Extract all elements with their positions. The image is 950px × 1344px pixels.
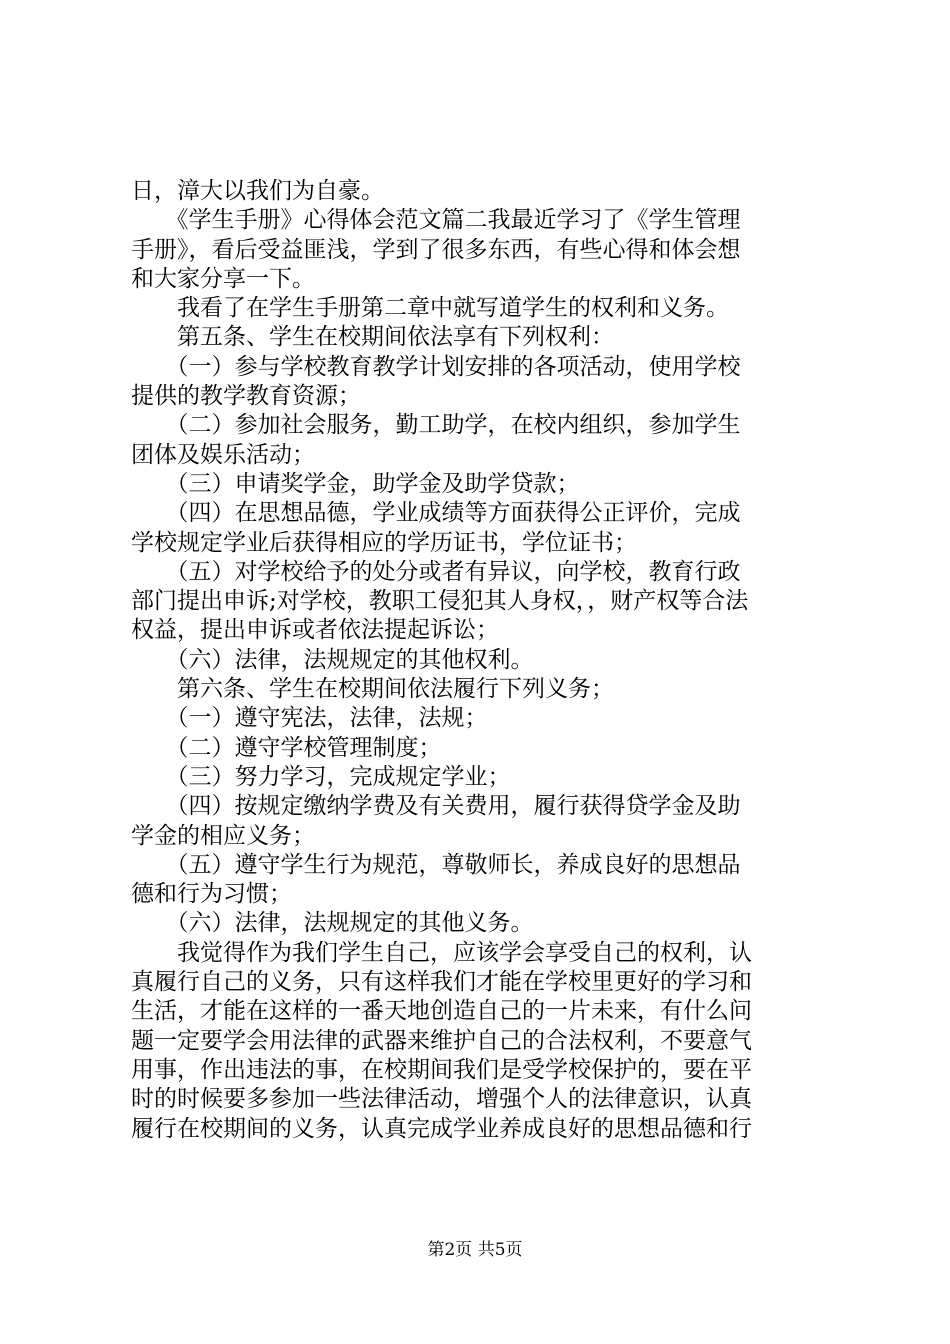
text-line: （一）参与学校教育教学计划安排的各项活动，使用学校 — [131, 353, 741, 380]
text-line: 履行在校期间的义务，认真完成学业养成良好的思想品德和行 — [131, 1115, 752, 1142]
text-line: （一）遵守宪法，法律，法规； — [131, 705, 488, 732]
text-line: （五）遵守学生行为规范，尊敬师长，养成良好的思想品 — [131, 851, 741, 878]
text-line: 第六条、学生在校期间依法履行下列义务； — [131, 676, 614, 703]
text-line: 《学生手册》心得体会范文篇二我最近学习了《学生管理 — [131, 207, 741, 234]
text-line: （六）法律，法规规定的其他义务。 — [131, 910, 534, 937]
text-line: 权益，提出申诉或者依法提起诉讼； — [131, 617, 499, 644]
text-line: 日，漳大以我们为自豪。 — [131, 178, 384, 204]
text-line: （五）对学校给予的处分或者有异议，向学校，教育行政 — [131, 558, 741, 585]
text-line: 德和行为习惯； — [131, 881, 292, 908]
text-line: 生活，才能在这样的一番天地创造自己的一片未来，有什么问 — [131, 998, 752, 1025]
text-line: 我看了在学生手册第二章中就写道学生的权利和义务。 — [131, 295, 729, 322]
text-line: 时的时候要多参加一些法律活动，增强个人的法律意识，认真 — [131, 1086, 752, 1113]
text-line: （四）按规定缴纳学费及有关费用，履行获得贷学金及助 — [131, 793, 741, 820]
text-line: 部门提出申诉;对学校，教职工侵犯其人身权，，财产权等合法 — [131, 588, 749, 615]
page-number-label: 第2页 共5页 — [427, 1240, 523, 1260]
page-footer — [0, 1240, 950, 1260]
text-line: 真履行自己的义务，只有这样我们才能在学校里更好的学习和 — [131, 969, 752, 996]
document-body — [131, 177, 831, 1144]
text-line: 团体及娱乐活动； — [131, 441, 315, 468]
text-line: 第五条、学生在校期间依法享有下列权利： — [131, 324, 614, 351]
text-line: 手册》，看后受益匪浅，学到了很多东西，有些心得和体会想 — [131, 236, 741, 263]
text-line: （三）努力学习，完成规定学业； — [131, 763, 511, 790]
text-line: 题一定要学会用法律的武器来维护自己的合法权利，不要意气 — [131, 1027, 752, 1054]
text-line: （二）遵守学校管理制度； — [131, 734, 442, 761]
text-line: （二）参加社会服务，勤工助学，在校内组织，参加学生 — [131, 412, 741, 439]
text-line: 学金的相应义务； — [131, 822, 315, 849]
text-line: 学校规定学业后获得相应的学历证书，学位证书； — [131, 529, 637, 556]
text-line: 我觉得作为我们学生自己，应该学会享受自己的权利，认 — [131, 939, 752, 966]
text-line: （六）法律，法规规定的其他权利。 — [131, 646, 534, 673]
text-line: （四）在思想品德，学业成绩等方面获得公正评价，完成 — [131, 500, 741, 527]
text-line: 提供的教学教育资源； — [131, 383, 361, 410]
text-line: 和大家分享一下。 — [131, 265, 315, 292]
text-line: 用事，作出违法的事，在校期间我们是受学校保护的，要在平 — [131, 1056, 752, 1083]
text-line: （三）申请奖学金，助学金及助学贷款； — [131, 470, 580, 497]
